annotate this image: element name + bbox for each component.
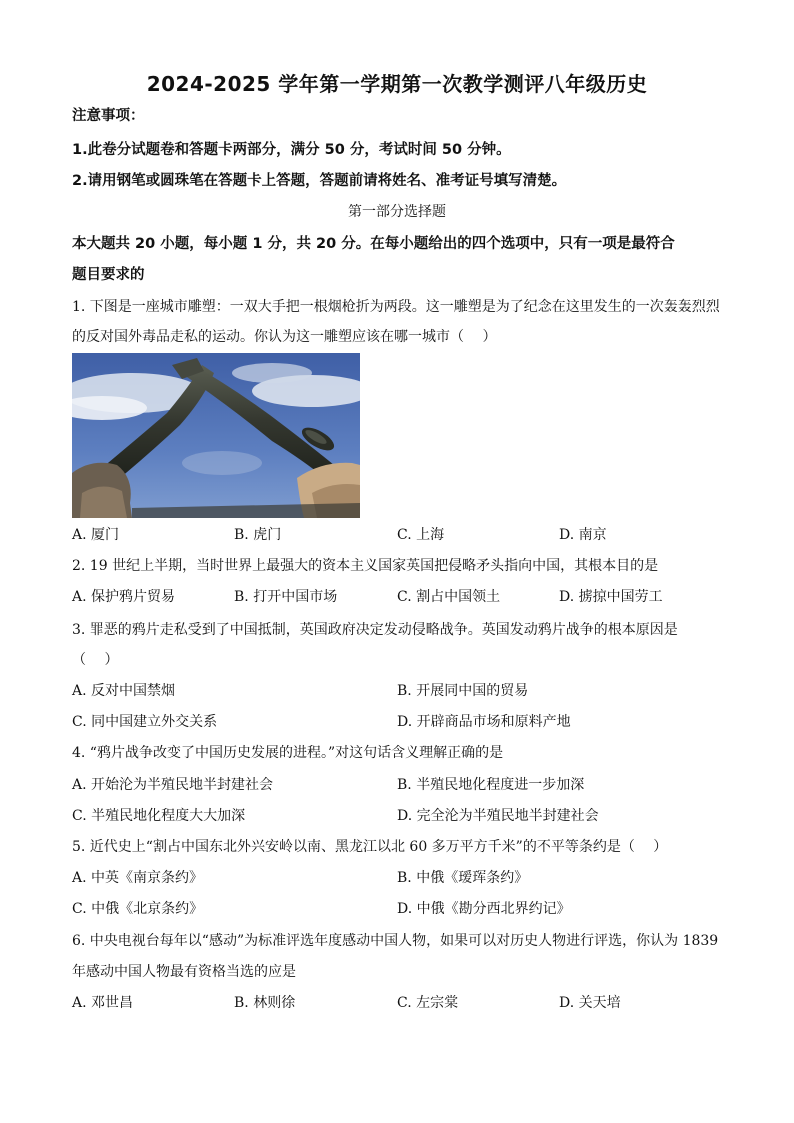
question-6-option-d: D. 关天培 (559, 995, 621, 1011)
question-5-option-d: D. 中俄《勘分西北界约记》 (397, 901, 571, 917)
question-5-stem: 5. 近代史上“割占中国东北外兴安岭以南、黑龙江以北 60 多万平方千米”的不平等条约是（ ） (72, 839, 668, 855)
question-4-option-d: D. 完全沦为半殖民地半封建社会 (397, 808, 599, 824)
question-6-option-b: B. 林则徐 (234, 995, 296, 1011)
question-4-option-c: C. 半殖民地化程度大大加深 (72, 808, 246, 824)
question-4-stem: 4. “鸦片战争改变了中国历史发展的进程。”对这句话含义理解正确的是 (72, 745, 504, 761)
question-1-stem-2: 的反对国外毒品走私的运动。你认为这一雕塑应该在哪一城市（ ） (72, 329, 497, 345)
question-6-option-a: A. 邓世昌 (72, 995, 134, 1011)
question-2-option-b: B. 打开中国市场 (234, 589, 338, 605)
question-2-option-c: C. 割占中国领土 (397, 589, 501, 605)
question-2-stem: 2. 19 世纪上半期，当时世界上最强大的资本主义国家英国把侵略矛头指向中国，其根本目的是 (72, 558, 659, 574)
question-5-option-a: A. 中英《南京条约》 (72, 870, 204, 886)
question-6-stem-2: 年感动中国人物最有资格当选的应是 (72, 964, 296, 980)
question-3-option-c: C. 同中国建立外交关系 (72, 714, 218, 730)
opium-pipe-sculpture-photo (72, 353, 360, 518)
section-heading: 第一部分选择题 (348, 204, 446, 220)
notice-heading: 注意事项： (72, 108, 145, 124)
question-2-option-a: A. 保护鸦片贸易 (72, 589, 176, 605)
question-1-option-a: A. 厦门 (72, 527, 120, 543)
question-3-stem-1: 3. 罪恶的鸦片走私受到了中国抵制，英国政府决定发动侵略战争。英国发动鸦片战争的根本原因是 (72, 622, 678, 638)
question-1-option-b: B. 虎门 (234, 527, 282, 543)
question-1-option-d: D. 南京 (559, 527, 607, 543)
question-4-option-a: A. 开始沦为半殖民地半封建社会 (72, 777, 274, 793)
notice-item-2: 2.请用钢笔或圆珠笔在答题卡上答题，答题前请将姓名、准考证号填写清楚。 (72, 173, 567, 189)
question-1-option-c: C. 上海 (397, 527, 445, 543)
question-3-stem-2: （ ） (72, 652, 119, 668)
section-instructions-1: 本大题共 20 小题，每小题 1 分，共 20 分。在每小题给出的四个选项中，只有一项是最符合 (72, 236, 675, 252)
question-4-option-b: B. 半殖民地化程度进一步加深 (397, 777, 585, 793)
question-5-option-b: B. 中俄《瑷珲条约》 (397, 870, 529, 886)
question-3-option-a: A. 反对中国禁烟 (72, 683, 176, 699)
question-6-option-c: C. 左宗棠 (397, 995, 459, 1011)
question-2-option-d: D. 掳掠中国劳工 (559, 589, 663, 605)
exam-title: 2024-2025 学年第一学期第一次教学测评八年级历史 (146, 72, 648, 96)
question-5-option-c: C. 中俄《北京条约》 (72, 901, 204, 917)
question-1-stem-1: 1. 下图是一座城市雕塑：一双大手把一根烟枪折为两段。这一雕塑是为了纪念在这里发生的一次轰轰烈烈 (72, 299, 720, 315)
notice-item-1: 1.此卷分试题卷和答题卡两部分，满分 50 分，考试时间 50 分钟。 (72, 142, 511, 158)
question-6-stem-1: 6. 中央电视台每年以“感动”为标准评选年度感动中国人物，如果可以对历史人物进行评选，你认为 1839 (72, 933, 719, 949)
question-3-option-b: B. 开展同中国的贸易 (397, 683, 529, 699)
question-3-option-d: D. 开辟商品市场和原料产地 (397, 714, 571, 730)
section-instructions-2: 题目要求的 (72, 267, 145, 283)
